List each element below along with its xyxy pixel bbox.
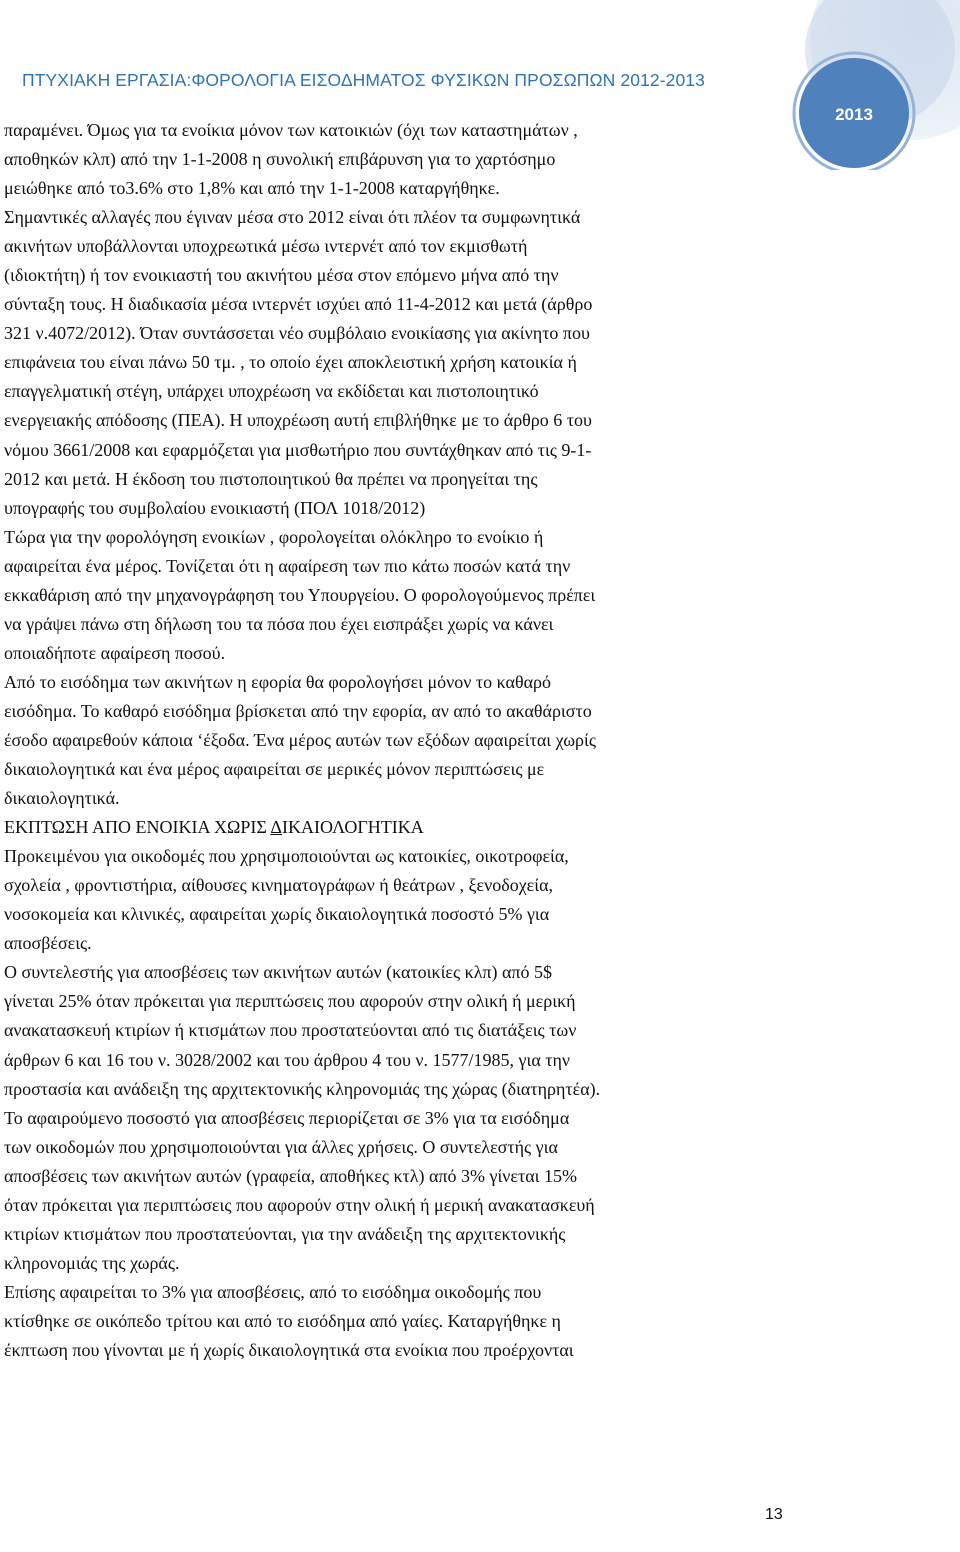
body-line: Σημαντικές αλλαγές που έγιναν μέσα στο 2012 είναι ότι πλέον τα συμφωνητικά bbox=[4, 207, 581, 228]
body-line: άρθρων 6 και 16 του ν. 3028/2002 και του άρθρου 4 του ν. 1577/1985, για την bbox=[4, 1049, 571, 1070]
body-line: εισόδημα. Το καθαρό εισόδημα βρίσκεται από την εφορία, αν από το ακαθάριστο bbox=[4, 700, 592, 721]
body-line: αποσβέσεις των ακινήτων αυτών (γραφεία, αποθήκες κτλ) από 3% γίνεται 15% bbox=[4, 1165, 577, 1186]
body-line: κτιρίων κτισμάτων που προστατεύονται, για την ανάδειξη της αρχιτεκτονικής bbox=[4, 1223, 566, 1244]
body-line: των οικοδομών που χρησιμοποιούνται για άλλες χρήσεις. Ο συντελεστής για bbox=[4, 1136, 558, 1157]
body-line: υπογραφής του συμβολαίου ενοικιαστή (ΠΟΛ 1018/2012) bbox=[4, 497, 426, 518]
body-line: μειώθηκε από το3.6% στο 1,8% και από την 1-1-2008 καταργήθηκε. bbox=[4, 178, 500, 199]
body-line: όταν πρόκειται για περιπτώσεις που αφορούν στην ολική ή μερική ανακατασκευή bbox=[4, 1194, 595, 1215]
body-line: γίνεται 25% όταν πρόκειται για περιπτώσεις που αφορούν στην ολική ή μερική bbox=[4, 991, 576, 1012]
body-line: προστασία και ανάδειξη της αρχιτεκτονικής κληρονομιάς της χώρας (διατηρητέα). bbox=[4, 1078, 601, 1099]
body-line: αποσβέσεις. bbox=[4, 933, 92, 954]
document-header-title: ΠΤΥΧΙΑΚΗ ΕΡΓΑΣΙΑ:ΦΟΡΟΛΟΓΙΑ ΕΙΣΟΔΗΜΑΤΟΣ ΦΥΣΙΚΩΝ ΠΡΟΣΩΠΩΝ 2012-2013 bbox=[22, 70, 705, 90]
body-line: 2012 και μετά. Η έκδοση του πιστοποιητικού θα πρέπει να προηγείται της bbox=[4, 468, 538, 489]
body-line: ανακατασκευή κτιρίων ή κτισμάτων που προστατεύονται από τις διατάξεις των bbox=[4, 1020, 577, 1041]
body-line: Από το εισόδημα των ακινήτων η εφορία θα φορολογήσει μόνον το καθαρό bbox=[4, 671, 552, 692]
body-line: Τώρα για την φορολόγηση ενοικίων , φορολογείται ολόκληρο το ενοίκιο ή bbox=[4, 526, 544, 547]
body-line: νόμου 3661/2008 και εφαρμόζεται για μισθωτήριο που συντάχθηκαν από τις 9-1- bbox=[4, 439, 592, 460]
page-number: 13 bbox=[765, 1506, 783, 1523]
body-line: Το αφαιρούμενο ποσοστό για αποσβέσεις περιορίζεται σε 3% για τα εισόδημα bbox=[4, 1107, 570, 1128]
body-line: σχολεία , φροντιστήρια, αίθουσες κινηματογράφων ή θεάτρων , ξενοδοχεία, bbox=[4, 875, 554, 896]
section-heading-underlined-letter: Δ bbox=[270, 817, 282, 838]
body-line: έκπτωση που γίνονται με ή χωρίς δικαιολογητικά στα ενοίκια που προέρχονται bbox=[4, 1339, 574, 1360]
body-line: δικαιολογητικά και ένα μέρος αφαιρείται σε μερικές μόνον περιπτώσεις με bbox=[4, 759, 545, 780]
section-heading bbox=[4, 813, 794, 842]
body-line: κληρονομιάς της χωράς. bbox=[4, 1252, 180, 1273]
header-year-badge: 2013 bbox=[835, 105, 873, 124]
body-line: 321 ν.4072/2012). Όταν συντάσσεται νέο συμβόλαιο ενοικίασης για ακίνητο που bbox=[4, 323, 590, 344]
body-line: Επίσης αφαιρείται το 3% για αποσβέσεις, από το εισόδημα οικοδομής που bbox=[4, 1281, 542, 1302]
section-heading-part: ΕΚΠΤΩΣΗ ΑΠΟ ΕΝΟΙΚΙΑ ΧΩΡΙΣ bbox=[4, 817, 271, 838]
body-line: επιφάνεια του είναι πάνω 50 τμ. , το οποίο έχει αποκλειστική χρήση κατοικία ή bbox=[4, 352, 577, 373]
body-line: ακινήτων υποβάλλονται υποχρεωτικά μέσω ιντερνέτ από τον εκμισθωτή bbox=[4, 236, 528, 257]
document-body bbox=[4, 116, 794, 1365]
body-line: Προκειμένου για οικοδομές που χρησιμοποιούνται ως κατοικίες, οικοτροφεία, bbox=[4, 846, 569, 867]
body-line: εκκαθάριση από την μηχανογράφηση του Υπουργείου. Ο φορολογούμενος πρέπει bbox=[4, 584, 596, 605]
body-line: έσοδο αφαιρεθούν κάποια ‘έξοδα. Ένα μέρος αυτών των εξόδων αφαιρείται χωρίς bbox=[4, 729, 596, 750]
body-line: νοσοκομεία και κλινικές, αφαιρείται χωρίς δικαιολογητικά ποσοστό 5% για bbox=[4, 904, 550, 925]
body-line: (ιδιοκτήτη) ή τον ενοικιαστή του ακινήτου μέσα στον επόμενο μήνα από την bbox=[4, 265, 559, 286]
body-line: δικαιολογητικά. bbox=[4, 788, 120, 809]
body-line: Ο συντελεστής για αποσβέσεις των ακινήτων αυτών (κατοικίες κλπ) από 5$ bbox=[4, 962, 553, 983]
body-line: επαγγελματική στέγη, υπάρχει υποχρέωση να εκδίδεται και πιστοποιητικό bbox=[4, 381, 539, 402]
body-line: κτίσθηκε σε οικόπεδο τρίτου και από το εισόδημα από γαίες. Καταργήθηκε η bbox=[4, 1310, 561, 1331]
section-heading-part: ΙΚΑΙΟΛΟΓΗΤΙΚΑ bbox=[281, 817, 424, 838]
body-line: οποιαδήποτε αφαίρεση ποσού. bbox=[4, 642, 226, 663]
body-line: σύνταξη τους. Η διαδικασία μέσα ιντερνέτ ισχύει από 11-4-2012 και μετά (άρθρο bbox=[4, 294, 593, 315]
body-line: παραμένει. Όμως για τα ενοίκια μόνον των κατοικιών (όχι των καταστημάτων , bbox=[4, 120, 578, 140]
body-line: αφαιρείται ένα μέρος. Τονίζεται ότι η αφαίρεση των πιο κάτω ποσών κατά την bbox=[4, 555, 571, 576]
body-line: αποθηκών κλπ) από την 1-1-2008 η συνολική επιβάρυνση για το χαρτόσημο bbox=[4, 149, 556, 170]
body-line: να γράψει πάνω στη δήλωση του τα πόσα που έχει εισπράξει χωρίς να κάνει bbox=[4, 613, 554, 634]
body-line: ενεργειακής απόδοσης (ΠΕΑ). Η υποχρέωση αυτή επιβλήθηκε με το άρθρο 6 του bbox=[4, 410, 592, 431]
